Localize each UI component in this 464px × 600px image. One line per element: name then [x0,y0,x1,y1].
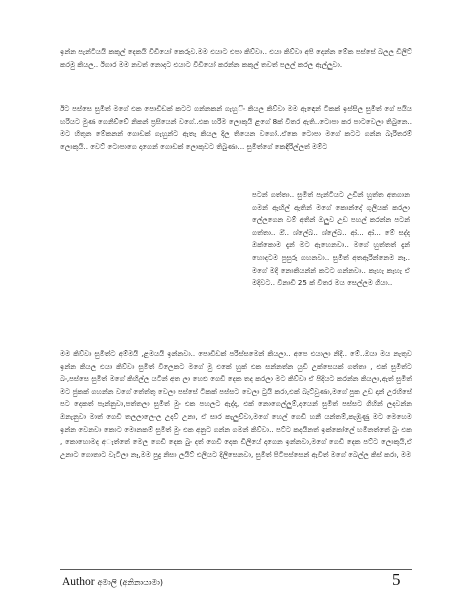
footer-author [62,576,163,588]
paragraph-main: ඊට පස්සෙ සුමිත් මගේ එක පොඩිඩක් කටට ගන්නකන් ගැහුිං කියල කිව්වා මම ඇඳෙන් ටිකක් ඉස්සිල සුමිත් ගේ පයිය හරියට මුණ ගෙනිච්චේ නිකන් ප්‍රසියෙන් වගේ..එක හරිම ලොකුයි ළගේ 8ක් විතර ඇති..ටොපා කර පාටවෙලා තිබුනෙ.. මට හිතුන මේකනන් ගොඩක් ගැහුන්ට ඇතැ කියල දිල තියෙන වගෝ..ඒකෙ ටොපා මගේ කටට ගන්න බැරිතරම් ලොකුයි.. වෙට් ටොපාගෙ දාගෙන් ගොඩක් ලොකුවට තිබුණා... සුමිත්ගේ කෙඳිරිල්ලත් මම්ට [60,104,412,151]
paragraph-intro: ඉන්න පැන්ටියයි කකුල් දෙකයි විඩියෝ කෙරුව.මම එයාට එපා කිව්වා.. එයා කිව්වා අපි දෙන්න මේක පස්සේ බලල ඩිලිට් කරමු කියල.. ඊගාර මම නවත් නොදට එයාට විඩියෝ කරන්න කකුල් තවත් පලල් කරල ඇල්ලුවා. [60,47,412,69]
paragraph-continued: මම කිව්වා සුමිත්ට අම්මයි ,ළමයයි ඉන්නවා.. පොඩිඩක් පරිස්සමෙන් කියලා.. අපෙ එයාලා නිදී.. මේ..ඔයා මය නැතුව ඉන්න කියල එයා කිව්වා සුමිත් විලෙකට මගේ මු එකේ හුක් එක සන්නත්න යුඩී උක්සෙයක් ගත්තා , එක් සුමිත්ට බං,පස්සෙ සුමිත් මගේ කිහිල්ල යටින් අත ලා හෙළු ගෙඩි දෙක තද කරලා මට කිව්වා ඒ පිදියට කරන්න කියලා,ඇත් සුමිත් මට ජුකක් ගහන්න වගේ තේත්තු වෙලා පස්සේ ටිකක් පස්සට වෙලා ටුයි කරා,එක් බැට්වුණා,මගේ පුක උඩ දාන් උරහිසේ පට දෙකත් පැන්නුවා,පත්තලා සුමිත් මුං එක පහලට ඇද්දා, එක් නොගෙල්ලුම්,දයෙන් සුමිත් පස්සට ගිහින් ලදවන්න ඔනැනුවා මාත් ගෙඩි තලලාලෙංල උදව් උනා, ඒ සාර කැලුච්වා,මගේ හෙල් ගෙඩි හනී යන්තම්,කැඹුණු මට මෙහෙම ඉන්න වෙනවා කොට මොනකම් සුමිත් මුං එක අනුට ගන්න ගමන් කිව්වා.. පට්ට කදයිනත් ඉක්කෝලේ හමිනත්තේ බුං එක , කොහොමද අැත්තේ මෙල ගෙඩි දෙක බුං දත් ගෙඩි දෙක ඩිලියේ දාගෙන ඉන්නවා,මගේ ගෙඩි දෙක පට්ට ලොකුයි,ඒ උනාට ගොතාට වැටිලා නෑ,මම පුදු නිසා ලයිට් එලියට දිලිසෙනවා, සුමිත් පිටිපස්සෙන් ඇවිත් මගේ බෙල්ල කිස් කරා, මම [60,349,412,459]
author-name: අමාලි (අනිනායාමා) [97,578,163,587]
paragraph-indented-column: පටන් ගත්තා.. සුමිත් පැන්ටියට උඩින් හුත්ත අතගාන ගමන් ඇඟිල් ඇතින් මගේ කොන්දේ ගුලියක් කරලා ලේලගෙන වම් අතින් ඔලුව උඩ පහල් කරන්න පටන් ගත්තා.. ඔ්.. ශ්ලේබ.. ශ්ලේබ.. ආ්... ආ්... මේ සද්ද ඔක්කොම දැන් මට ඇහෙනවා.. මගේ හුත්තත් දැන් හොදටම පුසුරු ගහනවා.. සුමිත් අතඇරින්නෙම නෑ.. මගේ මදි නොකියන්න් කටට ගන්නවා.. කැහැ කැහැ ඒ මදිවට.. විනාඩි 25 ක් විතර මය සෙල්ලම ගියා.. [252,190,410,288]
page-number: 5 [392,570,401,589]
footer-divider [60,569,412,570]
author-label: Author [62,576,95,588]
